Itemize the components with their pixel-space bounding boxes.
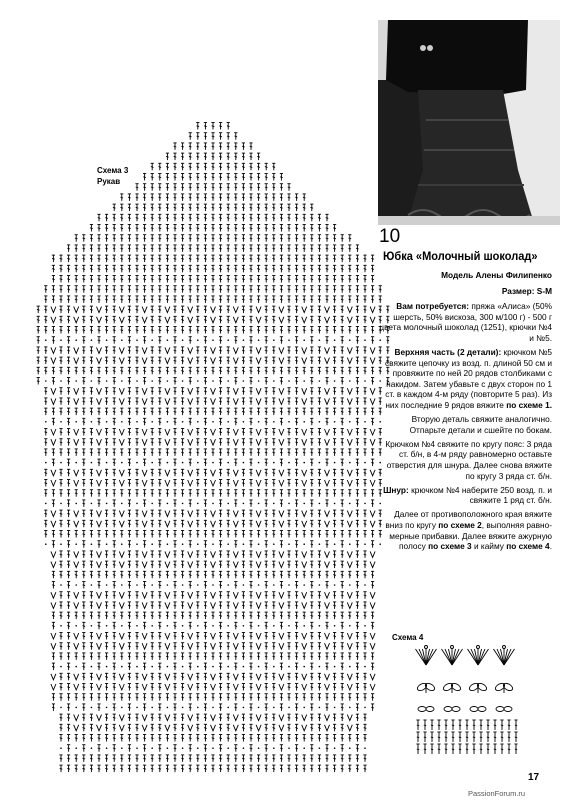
- pattern-title: Юбка «Молочный шоколад»: [383, 249, 538, 263]
- sleeve-crochet-chart: [30, 118, 400, 785]
- designer-line: Модель Алены Филипенко: [441, 270, 552, 280]
- page-number: 17: [528, 772, 540, 783]
- watermark: PassionForum.ru: [468, 789, 526, 798]
- belt-paragraph: Крючком №4 свяжите по кругу пояс: 3 ряда ст. б/н, в 4-м ряду равномерно оставьте отверстия для шнура. Далее снова вяжите по кругу 3 ряда ст. б/н.: [385, 438, 552, 481]
- border-crochet-chart: [414, 643, 518, 761]
- scheme-4-label: Схема 4: [392, 633, 424, 642]
- instructions-column: [376, 270, 552, 555]
- scheme-3-subtitle: Рукав: [97, 177, 121, 186]
- materials-paragraph: Вам потребуется: пряжа «Алиса» (50% шерсть, 50% вискоза, 300 м/100 г) - 500 г цвета молочный шоколад (1251), крючки №4 и №5.: [379, 301, 552, 343]
- cord-paragraph: Шнур: крючком №4 наберите 250 возд. п. и свяжите 1 ряд ст. б/н.: [383, 484, 552, 506]
- second-part-paragraph: Вторую деталь свяжите аналогично. Отпарьте детали и сшейте по бокам.: [409, 414, 552, 435]
- upper-part-paragraph: Верхняя часть (2 детали): крючком №5 свяжите цепочку из возд. п. длиной 50 см и провяжите по ней 20 рядов столбиками с накидом. Затем убавьте с двух сторон по 1 ст. в каждом 4-м ряду (повторите 5 раз). Из них последние 9 рядов вяжите по схеме 1.: [385, 347, 552, 411]
- final-paragraph: Далее от противоположного края вяжите вниз по кругу по схеме 2, выполняя равномерные прибавки. Далее вяжите ажурную полосу по схеме 3 и кайму по схеме 4.: [385, 509, 552, 552]
- scheme-3-title: Схема 3: [97, 166, 129, 175]
- pattern-number: 10: [379, 226, 401, 247]
- size-line: Размер: S-M: [501, 285, 552, 296]
- model-photo: [378, 20, 560, 225]
